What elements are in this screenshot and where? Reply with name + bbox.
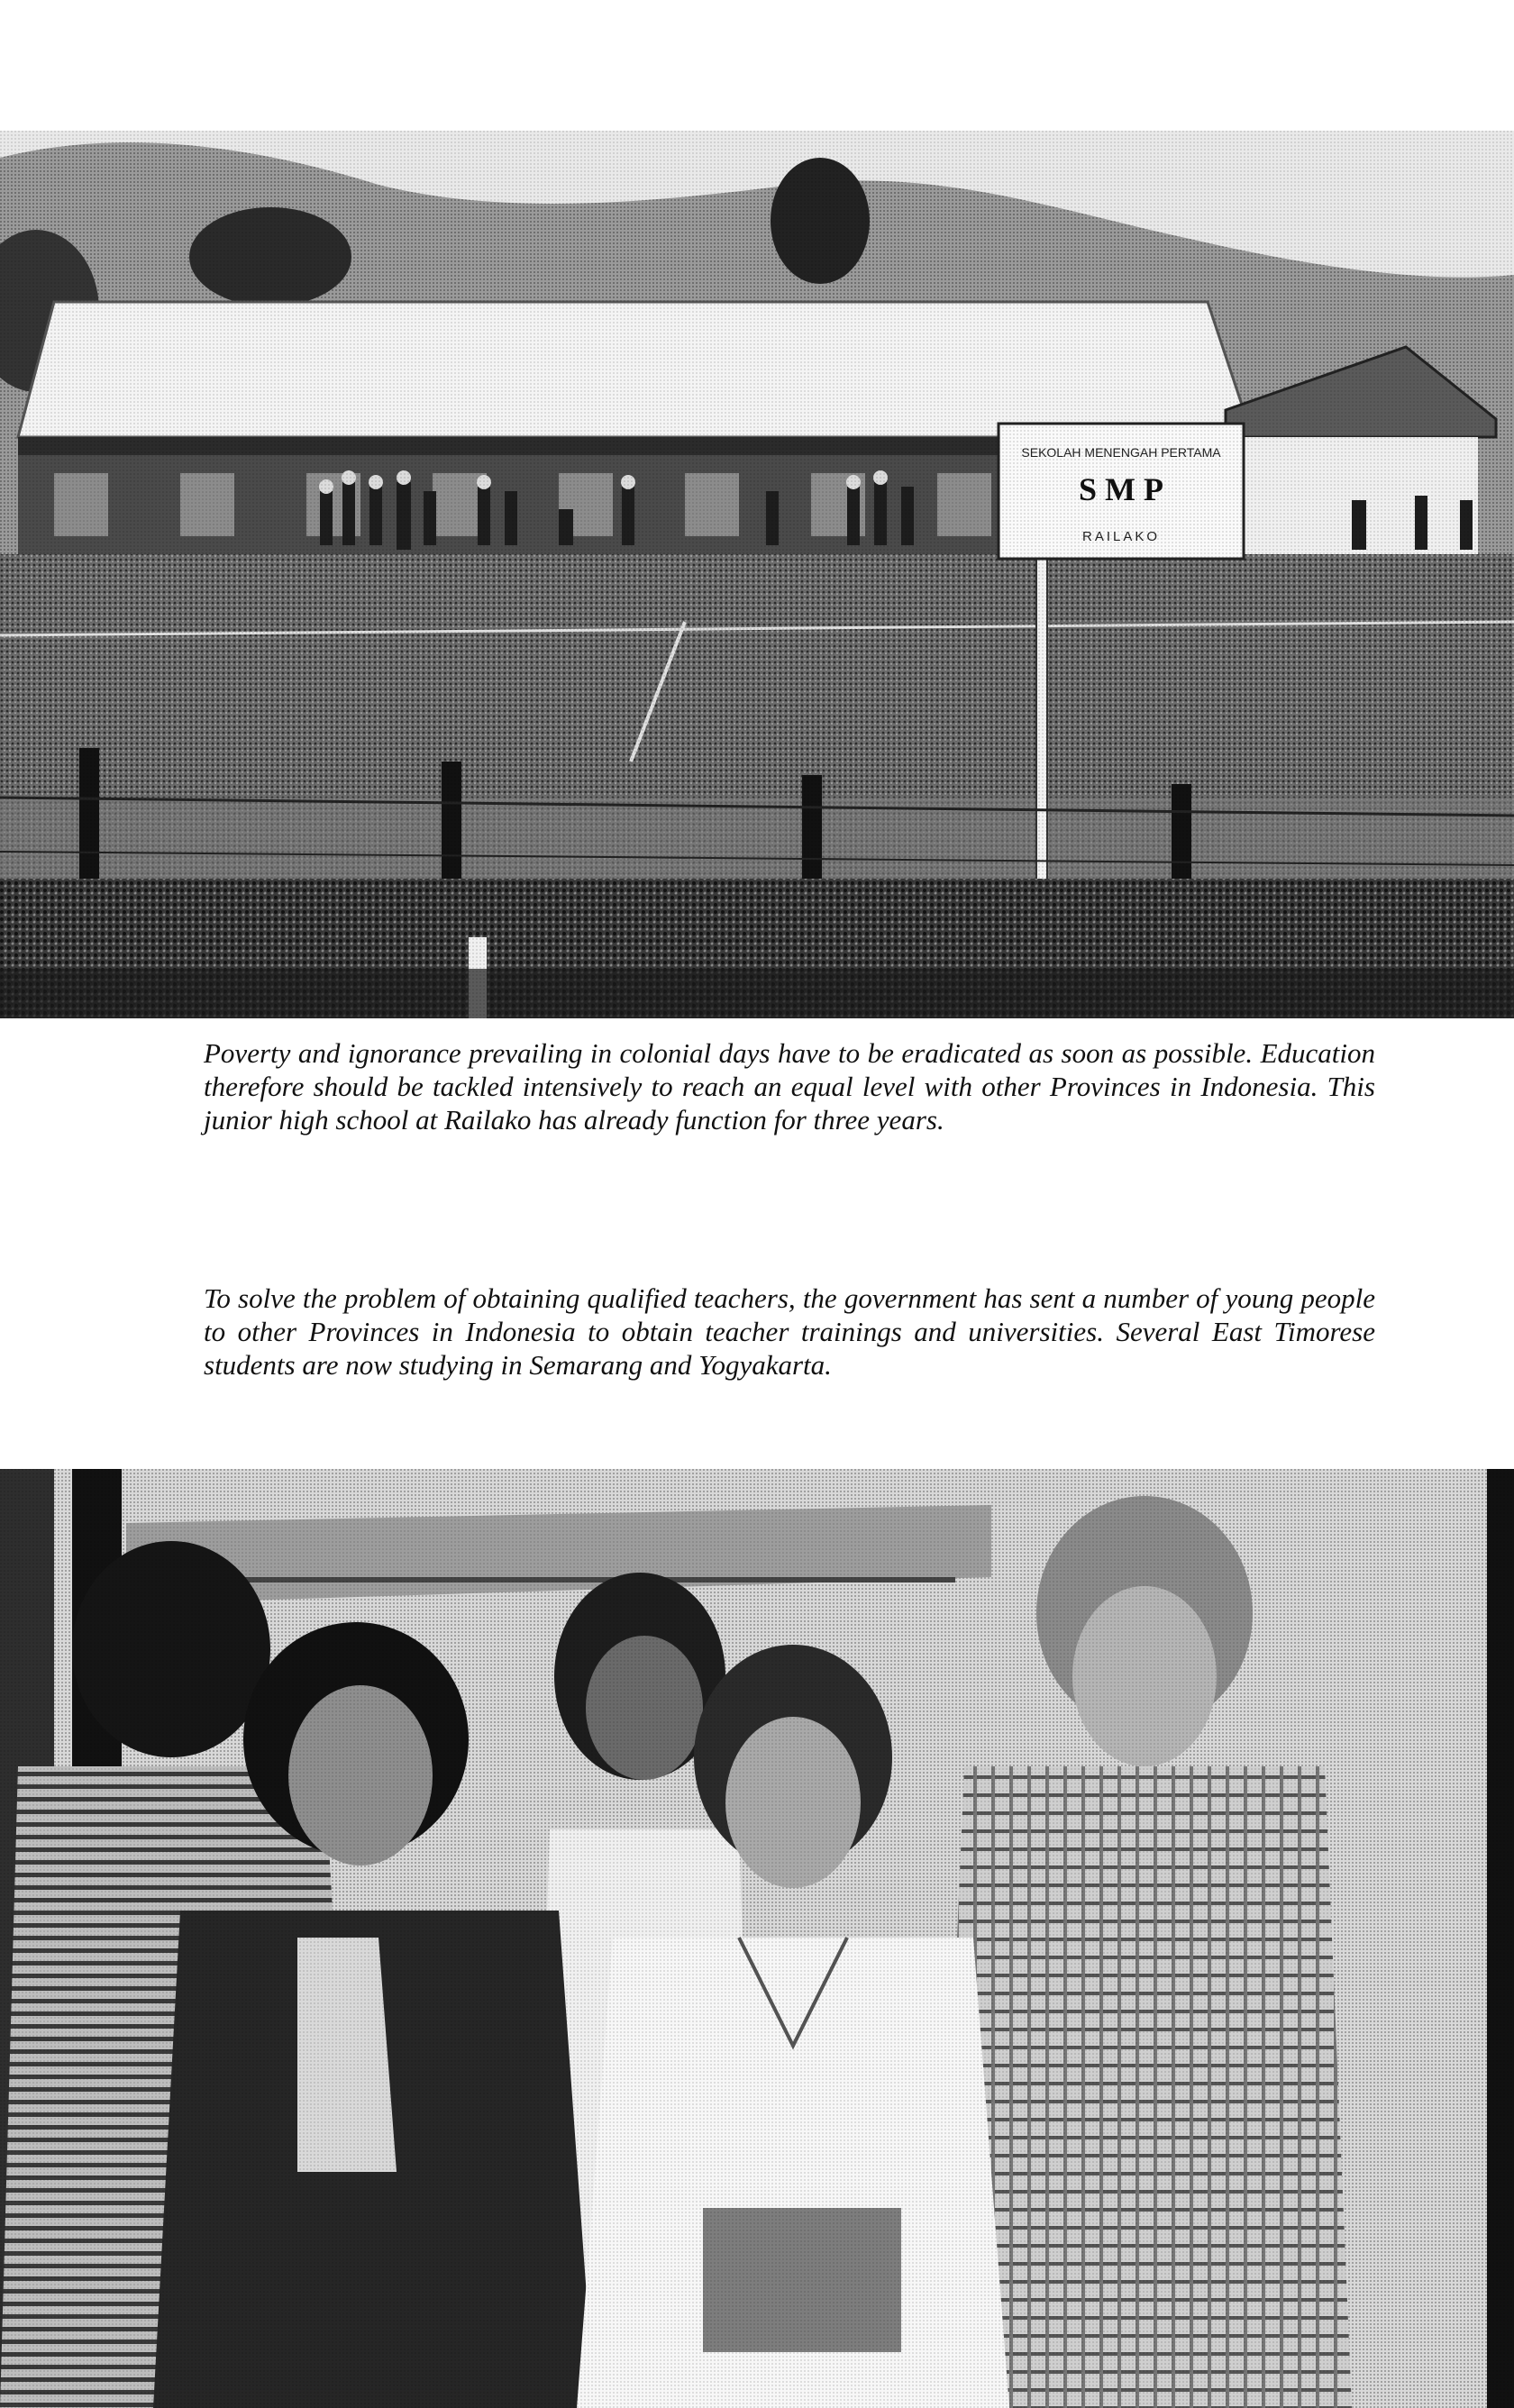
school-photo	[0, 131, 1514, 1018]
students-photo	[0, 1469, 1514, 2408]
school-caption: Poverty and ignorance prevailing in colonial days have to be eradicated as soon as possible. Education therefore should be tackled intensively to reach an equal level with other Provinces in Indonesia. This junior high school at Railako has already function for three years.	[204, 1037, 1375, 1136]
students-caption: To solve the problem of obtaining qualified teachers, the government has sent a number of young people to other Provinces in Indonesia to obtain teacher trainings and universities. Several East Timorese students are now studying in Semarang and Yogyakarta.	[204, 1282, 1375, 1381]
